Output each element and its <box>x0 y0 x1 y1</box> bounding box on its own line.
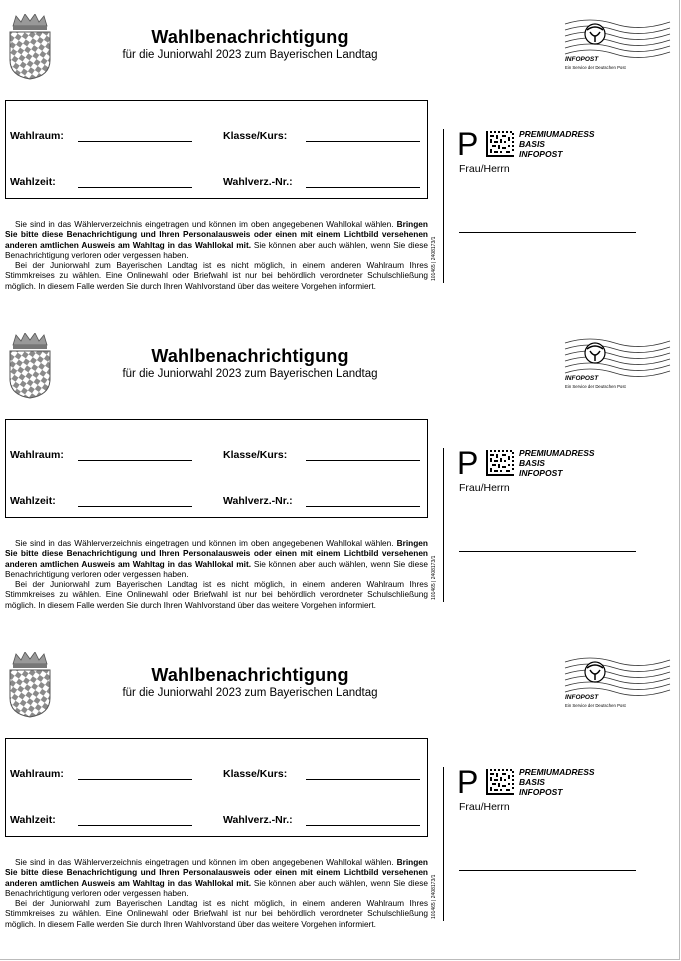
stamp-sublabel: Ein Service der Deutschen Post <box>565 65 626 70</box>
datamatrix-code-icon <box>486 450 514 476</box>
postage-line: PREMIUMADRESS <box>519 767 595 777</box>
text-span: Sie können aber auch wählen, wenn Sie diese Benachrichtigung verloren oder vergessen haben. <box>5 239 428 260</box>
document-subtitle: für die Juniorwahl 2023 zum Bayerischen Landtag <box>122 368 378 380</box>
address-line[interactable] <box>459 551 636 552</box>
bold-text: Bringen Sie bitte diese Benachrichtigung und Ihren Personalausweis oder einen mit einem Lichtbild versehenen anderen amtlichen Ausweis am Wahltag in das Wahllokal mit. <box>5 219 428 250</box>
stamp-label: INFOPOST <box>565 375 599 382</box>
wahlraum-label: Wahlraum: <box>10 130 64 142</box>
wahlverz-label: Wahlverz.-Nr.: <box>223 495 293 507</box>
address-divider <box>443 448 444 602</box>
stamp-label: INFOPOST <box>565 56 599 63</box>
wahlzeit-label: Wahlzeit: <box>10 176 56 188</box>
document-subtitle: für die Juniorwahl 2023 zum Bayerischen Landtag <box>122 687 378 699</box>
paragraph-2: Bei der Juniorwahl zum Bayerischen Landtag ist es nicht möglich, in einem anderen Wahlraum Ihres Stimmkreises zu wählen. Eine Onlinewahl oder Briefwahl ist nur bei behördlich verordneter Schulschließung möglich. In diesem Falle werden Sie durch Ihren Wahlvorstand über das weitere Vorgehen informiert. <box>5 260 428 291</box>
postage-p: P <box>457 126 479 162</box>
wahlraum-label: Wahlraum: <box>10 449 64 461</box>
wahlzeit-field[interactable] <box>78 506 192 507</box>
notification-text <box>5 857 428 929</box>
klasse-label: Klasse/Kurs: <box>223 768 288 780</box>
postage-line: PREMIUMADRESS <box>519 129 595 139</box>
klasse-field[interactable] <box>306 460 420 461</box>
postage-line: BASIS <box>519 777 545 787</box>
text-span: Sie sind in das Wählerverzeichnis eingetragen und können im oben angegebenen Wahllokal wählen. <box>15 538 397 548</box>
document-title: Wahlbenachrichtigung <box>151 27 349 47</box>
klasse-label: Klasse/Kurs: <box>223 130 288 142</box>
notification-card <box>0 319 681 639</box>
wahlzeit-field[interactable] <box>78 825 192 826</box>
stamp-sublabel: Ein Service der Deutschen Post <box>565 384 626 389</box>
stamp-label: INFOPOST <box>565 694 599 701</box>
paragraph-1 <box>5 219 428 260</box>
postage-p: P <box>457 764 479 800</box>
paragraph-2: Bei der Juniorwahl zum Bayerischen Landtag ist es nicht möglich, in einem anderen Wahlraum Ihres Stimmkreises zu wählen. Eine Onlinewahl oder Briefwahl ist nur bei behördlich verordneter Schulschließung möglich. In diesem Falle werden Sie durch Ihren Wahlvorstand über das weitere Vorgehen informiert. <box>5 579 428 610</box>
document-title: Wahlbenachrichtigung <box>151 665 349 685</box>
addressee-label: Frau/Herrn <box>459 482 510 494</box>
datamatrix-code-icon <box>486 769 514 795</box>
address-divider <box>443 767 444 921</box>
form-box <box>5 738 428 837</box>
form-box <box>5 100 428 199</box>
notification-card <box>0 0 681 320</box>
postage-info <box>519 767 595 797</box>
wahlzeit-field[interactable] <box>78 187 192 188</box>
text-span: Sie können aber auch wählen, wenn Sie diese Benachrichtigung verloren oder vergessen haben. <box>5 877 428 898</box>
wahlraum-field[interactable] <box>78 460 192 461</box>
bavaria-coat-of-arms-icon <box>7 14 53 80</box>
bavaria-coat-of-arms-icon <box>7 652 53 718</box>
notification-card <box>0 638 681 958</box>
address-divider <box>443 129 444 283</box>
postage-line: PREMIUMADRESS <box>519 448 595 458</box>
datamatrix-code-icon <box>486 131 514 157</box>
text-span: Sie sind in das Wählerverzeichnis eingetragen und können im oben angegebenen Wahllokal wählen. <box>15 857 397 867</box>
text-span: Sie können aber auch wählen, wenn Sie diese Benachrichtigung verloren oder vergessen haben. <box>5 558 428 579</box>
form-box <box>5 419 428 518</box>
wahlzeit-label: Wahlzeit: <box>10 495 56 507</box>
stamp-sublabel: Ein Service der Deutschen Post <box>565 703 626 708</box>
klasse-label: Klasse/Kurs: <box>223 449 288 461</box>
notification-text <box>5 538 428 610</box>
bavaria-coat-of-arms-icon <box>7 333 53 399</box>
notification-text <box>5 219 428 291</box>
postage-line: INFOPOST <box>519 468 563 478</box>
wahlraum-field[interactable] <box>78 779 192 780</box>
addressee-label: Frau/Herrn <box>459 163 510 175</box>
postage-p: P <box>457 445 479 481</box>
bold-text: Bringen Sie bitte diese Benachrichtigung und Ihren Personalausweis oder einen mit einem Lichtbild versehenen anderen amtlichen Ausweis am Wahltag in das Wahllokal mit. <box>5 538 428 569</box>
wahlverz-label: Wahlverz.-Nr.: <box>223 814 293 826</box>
postage-info <box>519 129 595 159</box>
address-line[interactable] <box>459 870 636 871</box>
postage-line: BASIS <box>519 139 545 149</box>
print-code: 101465 | 2408173/1 <box>431 874 437 919</box>
klasse-field[interactable] <box>306 141 420 142</box>
postage-line: INFOPOST <box>519 787 563 797</box>
postage-line: INFOPOST <box>519 149 563 159</box>
wahlverz-field[interactable] <box>306 825 420 826</box>
wahlverz-field[interactable] <box>306 187 420 188</box>
postage-line: BASIS <box>519 458 545 468</box>
addressee-label: Frau/Herrn <box>459 801 510 813</box>
wahlraum-label: Wahlraum: <box>10 768 64 780</box>
text-span: Sie sind in das Wählerverzeichnis eingetragen und können im oben angegebenen Wahllokal wählen. <box>15 219 397 229</box>
paragraph-1 <box>5 857 428 898</box>
klasse-field[interactable] <box>306 779 420 780</box>
bold-text: Bringen Sie bitte diese Benachrichtigung und Ihren Personalausweis oder einen mit einem Lichtbild versehenen anderen amtlichen Ausweis am Wahltag in das Wahllokal mit. <box>5 857 428 888</box>
print-code: 101465 | 2408173/1 <box>431 555 437 600</box>
wahlraum-field[interactable] <box>78 141 192 142</box>
print-code: 101465 | 2408173/1 <box>431 236 437 281</box>
wahlverz-field[interactable] <box>306 506 420 507</box>
address-line[interactable] <box>459 232 636 233</box>
document-title: Wahlbenachrichtigung <box>151 346 349 366</box>
paragraph-2: Bei der Juniorwahl zum Bayerischen Landtag ist es nicht möglich, in einem anderen Wahlraum Ihres Stimmkreises zu wählen. Eine Onlinewahl oder Briefwahl ist nur bei behördlich verordneter Schulschließung möglich. In diesem Falle werden Sie durch Ihren Wahlvorstand über das weitere Vorgehen informiert. <box>5 898 428 929</box>
wahlverz-label: Wahlverz.-Nr.: <box>223 176 293 188</box>
document-subtitle: für die Juniorwahl 2023 zum Bayerischen Landtag <box>122 49 378 61</box>
postage-info <box>519 448 595 478</box>
wahlzeit-label: Wahlzeit: <box>10 814 56 826</box>
paragraph-1 <box>5 538 428 579</box>
